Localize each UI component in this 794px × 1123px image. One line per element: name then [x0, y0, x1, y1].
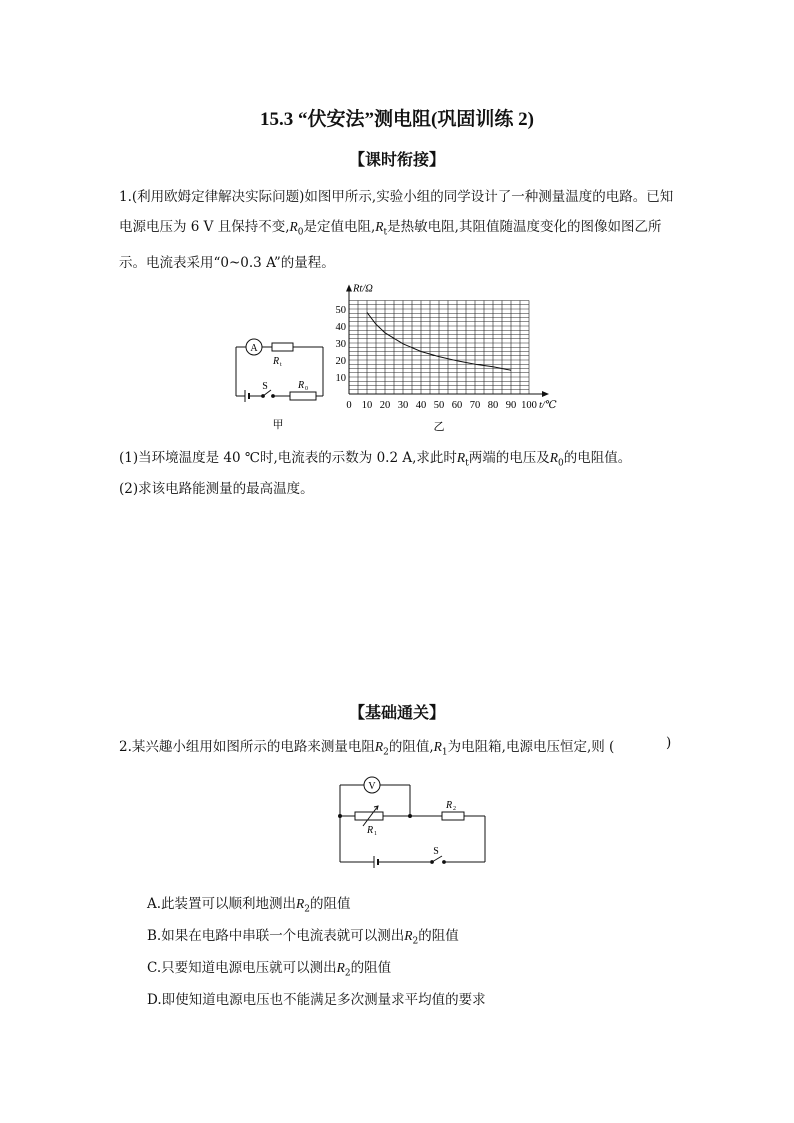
- switch-label: S: [262, 381, 268, 392]
- option-b: B.如果在电路中串联一个电流表就可以测出$R_2$的阻值: [147, 928, 459, 947]
- option-c: C.只要知道电源电压就可以测出$R_2$的阻值: [147, 960, 392, 979]
- answer-bracket-close: ): [666, 735, 672, 751]
- y-tick-label: 10: [335, 373, 346, 384]
- x-tick-label: 60: [451, 400, 463, 411]
- y-axis-label: Rt/Ω: [353, 283, 373, 295]
- circuit-diagram-jia: [228, 328, 328, 436]
- page-title: 15.3 “伏安法”测电阻(巩固训练 2): [260, 109, 534, 130]
- y-axis-arrow: [346, 285, 352, 292]
- thermistor-chart: [330, 276, 570, 436]
- r0-subscript: 0: [305, 386, 308, 392]
- question-1-part-1: (1)当环境温度是 40 ℃时,电流表的示数为 0.2 A,求此时$R_t$两端的电压及$R_0$的电阻值。: [119, 450, 632, 469]
- fixed-resistor: [290, 392, 316, 400]
- x-tick-label: 90: [505, 400, 517, 411]
- figure-caption-jia: 甲: [272, 419, 284, 431]
- x-tick-label: 80: [487, 400, 499, 411]
- question-2-stem: 2.某兴趣小组用如图所示的电路来测量电阻$R_2$的阻值$,R_1$为电阻箱,电源电压恒定,则 (: [119, 739, 615, 758]
- r1-label: R: [367, 825, 374, 836]
- rt-label: R: [273, 356, 280, 367]
- x-tick-label: 40: [415, 400, 427, 411]
- y-tick-label: 30: [335, 339, 346, 350]
- section-heading-2: 【基础通关】: [348, 703, 445, 722]
- x-tick-label: 20: [379, 400, 391, 411]
- thermistor-resistor: [272, 343, 293, 351]
- section-heading-1: 【课时衔接】: [348, 150, 445, 169]
- r1-subscript: 1: [374, 831, 377, 837]
- option-d: D.即使知道电源电压也不能满足多次测量求平均值的要求: [147, 992, 486, 1008]
- rt-subscript: t: [280, 362, 282, 368]
- circuit-diagram-q2: [330, 770, 492, 870]
- r2-label: R: [446, 800, 453, 811]
- x-tick-label: 0: [346, 400, 352, 411]
- x-tick-label: 100: [521, 400, 537, 411]
- voltmeter-label: V: [368, 781, 376, 792]
- x-tick-label: 10: [361, 400, 373, 411]
- ammeter-label: A: [250, 343, 258, 354]
- question-1-stem: 1.(利用欧姆定律解决实际问题)如图甲所示,实验小组的同学设计了一种测量温度的电路。已知电源电压为 6 V 且保持不变$,R_0$是定值电阻$,R_t$是热敏电阻,其阻值随温度变化的图像如图乙所示。电流表采用“0~0.3 A”的量程。: [119, 189, 674, 271]
- y-tick-label: 50: [335, 305, 346, 316]
- r0-label: R: [298, 380, 305, 391]
- x-tick-label: 50: [433, 400, 445, 411]
- y-tick-label: 40: [335, 322, 346, 333]
- figure-caption-yi: 乙: [433, 421, 445, 433]
- r2-subscript: 2: [453, 806, 456, 812]
- y-tick-label: 20: [335, 356, 346, 367]
- question-1-part-2: (2)求该电路能测量的最高温度。: [119, 481, 314, 497]
- x-axis-arrow: [542, 391, 549, 397]
- x-axis-label: t/℃: [539, 400, 557, 411]
- resistor-r2: [442, 812, 464, 820]
- x-tick-label: 30: [397, 400, 409, 411]
- x-tick-label: 70: [469, 400, 481, 411]
- option-a: A.此装置可以顺利地测出$R_2$的阻值: [147, 896, 351, 915]
- switch-label-q2: S: [433, 846, 439, 857]
